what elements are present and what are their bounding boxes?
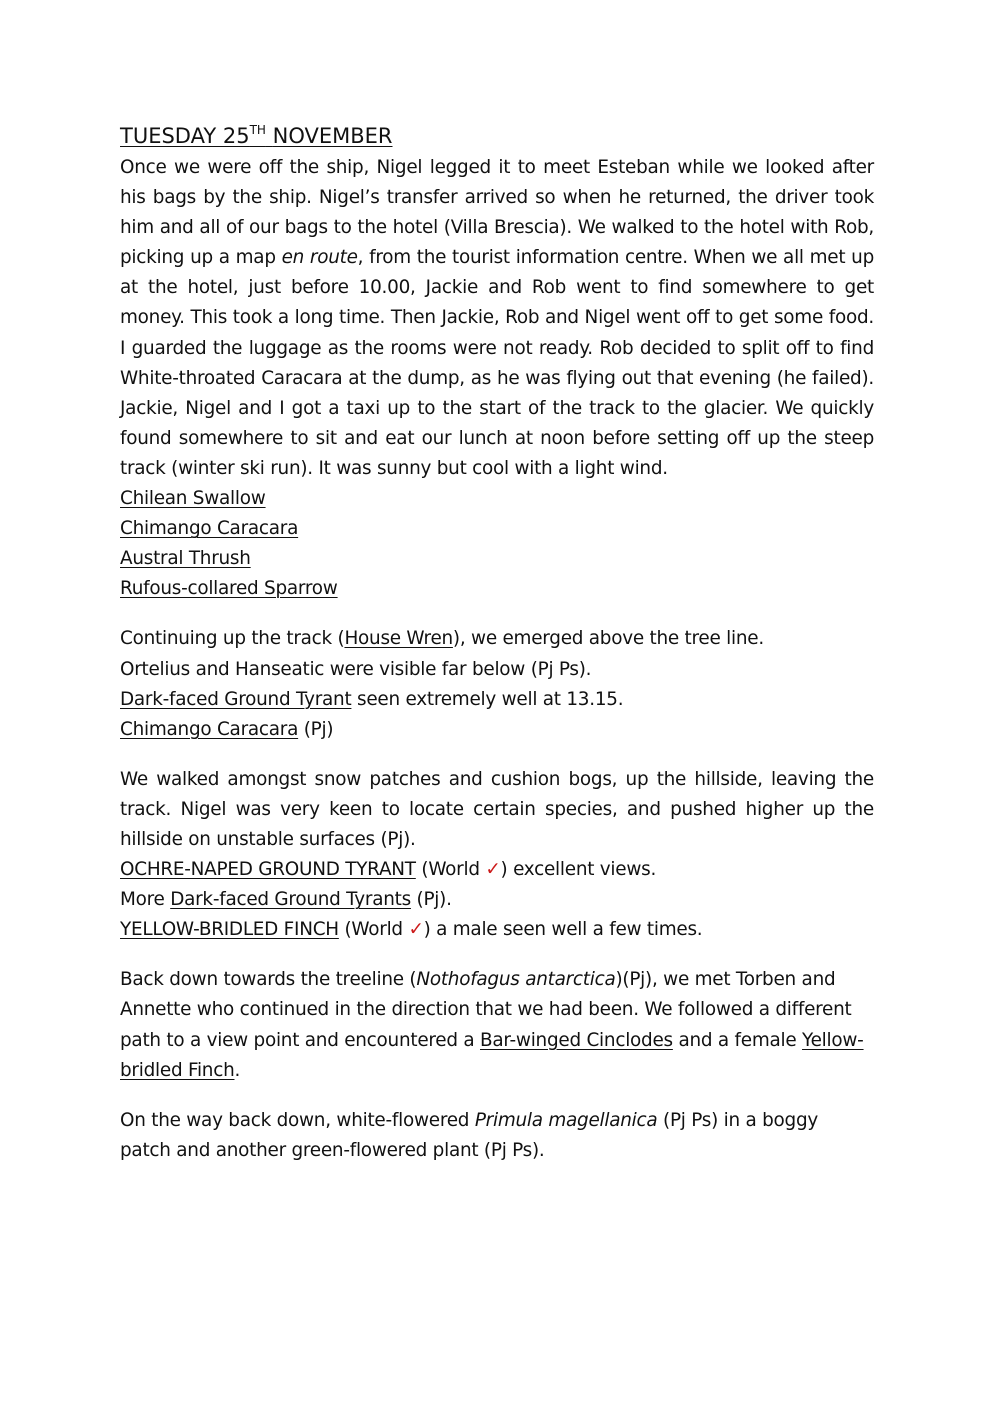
- species-name: Chimango Caracara: [120, 518, 299, 540]
- section2-line-2: Ortelius and Hanseatic were visible far below (Pj Ps).: [120, 658, 592, 680]
- text: ), we emerged above the tree line.: [452, 628, 764, 650]
- section2-line-4: [120, 715, 874, 745]
- text: Continuing up the track (: [120, 628, 345, 650]
- text: )(Pj), we met Torben and Annette who continued in the direction that we had been. We followed a different path to a view point and encountered a: [120, 969, 852, 1051]
- text: More: [120, 889, 171, 911]
- text: (World: [415, 859, 486, 881]
- species-name: Rufous-collared Sparrow: [120, 578, 338, 600]
- list-item: [120, 574, 874, 604]
- species-name: Dark-faced Ground Tyrants: [170, 889, 411, 911]
- italic-text: Nothofagus antarctica: [416, 969, 616, 991]
- page-title: [120, 119, 874, 153]
- text: On the way back down, white-flowered: [120, 1109, 475, 1131]
- section3-line-2: [120, 885, 874, 915]
- checkmark-icon: ✓: [408, 919, 424, 941]
- list-item: [120, 484, 874, 514]
- text: ) excellent views.: [500, 859, 657, 881]
- document-body: [120, 119, 874, 1186]
- section3-line-3: [120, 915, 874, 945]
- species-name: Chilean Swallow: [120, 488, 266, 510]
- species-name: Bar-winged Cinclodes: [480, 1029, 673, 1051]
- section-5: [120, 1106, 874, 1166]
- species-name: OCHRE-NAPED GROUND TYRANT: [120, 859, 416, 881]
- species-list-1: [120, 484, 874, 604]
- section-4: [120, 965, 874, 1085]
- text: Back down towards the treeline (: [120, 969, 417, 991]
- species-name: House Wren: [344, 628, 453, 650]
- text: and a female: [672, 1029, 803, 1051]
- section-2: [120, 624, 874, 744]
- intro-paragraph: [120, 153, 874, 484]
- section5-paragraph: [120, 1106, 874, 1166]
- section4-paragraph: [120, 965, 874, 1085]
- text: .: [234, 1059, 241, 1081]
- species-name: Chimango Caracara: [120, 718, 299, 740]
- intro-italic: en route: [281, 247, 358, 269]
- species-name: YELLOW-BRIDLED FINCH: [120, 919, 339, 941]
- species-name: Austral Thrush: [120, 548, 251, 570]
- italic-text: Primula magellanica: [474, 1109, 658, 1131]
- title-month: NOVEMBER: [272, 124, 393, 148]
- text: (Pj).: [410, 889, 452, 911]
- section-3: [120, 765, 874, 946]
- intro-text-1: Once we were off the ship, Nigel legged it to meet Esteban while we looked after his bags by the ship. Nigel’s transfer arrived so when he returned, the driver took him and all of our bags to the hotel (Villa Brescia). We walked to the hotel with Rob, picking up a map: [120, 157, 874, 269]
- title-ordinal-suffix: TH: [249, 123, 266, 137]
- species-name: Yellow-bridled Finch: [120, 1029, 864, 1081]
- section3-line-1: [120, 855, 874, 885]
- section3-paragraph: We walked amongst snow patches and cushion bogs, up the hillside, leaving the track. Nigel was very keen to locate certain species, and pushed higher up the hillside on unstable surfaces (Pj).: [120, 768, 874, 850]
- list-item: [120, 544, 874, 574]
- section2-line-1: [120, 624, 874, 654]
- species-name: Dark-faced Ground Tyrant: [120, 688, 352, 710]
- checkmark-icon: ✓: [485, 859, 501, 881]
- title-day: TUESDAY 25: [120, 124, 250, 148]
- intro-text-2: , from the tourist information centre. When we all met up at the hotel, just before 10.00, Jackie and Rob went to find somewhere to get money. This took a long time. Then Jackie, Rob and Nigel went off to get some food. I guarded the luggage as the rooms were not ready. Rob decided to split off to find White-throated Caracara at the dump, as he was flying out that evening (he failed). Jackie, Nigel and I got a taxi up to the start of the track to the glacier. We quickly found somewhere to sit and eat our lunch at noon before setting off up the steep track (winter ski run). It was sunny but cool with a light wind.: [120, 247, 875, 479]
- section2-line-3: [120, 685, 874, 715]
- text: (Pj Ps) in a boggy patch and another green-flowered plant (Pj Ps).: [120, 1109, 819, 1161]
- text: seen extremely well at 13.15.: [351, 688, 624, 710]
- text: ) a male seen well a few times.: [423, 919, 703, 941]
- list-item: [120, 514, 874, 544]
- text: (Pj): [298, 718, 334, 740]
- text: (World: [338, 919, 409, 941]
